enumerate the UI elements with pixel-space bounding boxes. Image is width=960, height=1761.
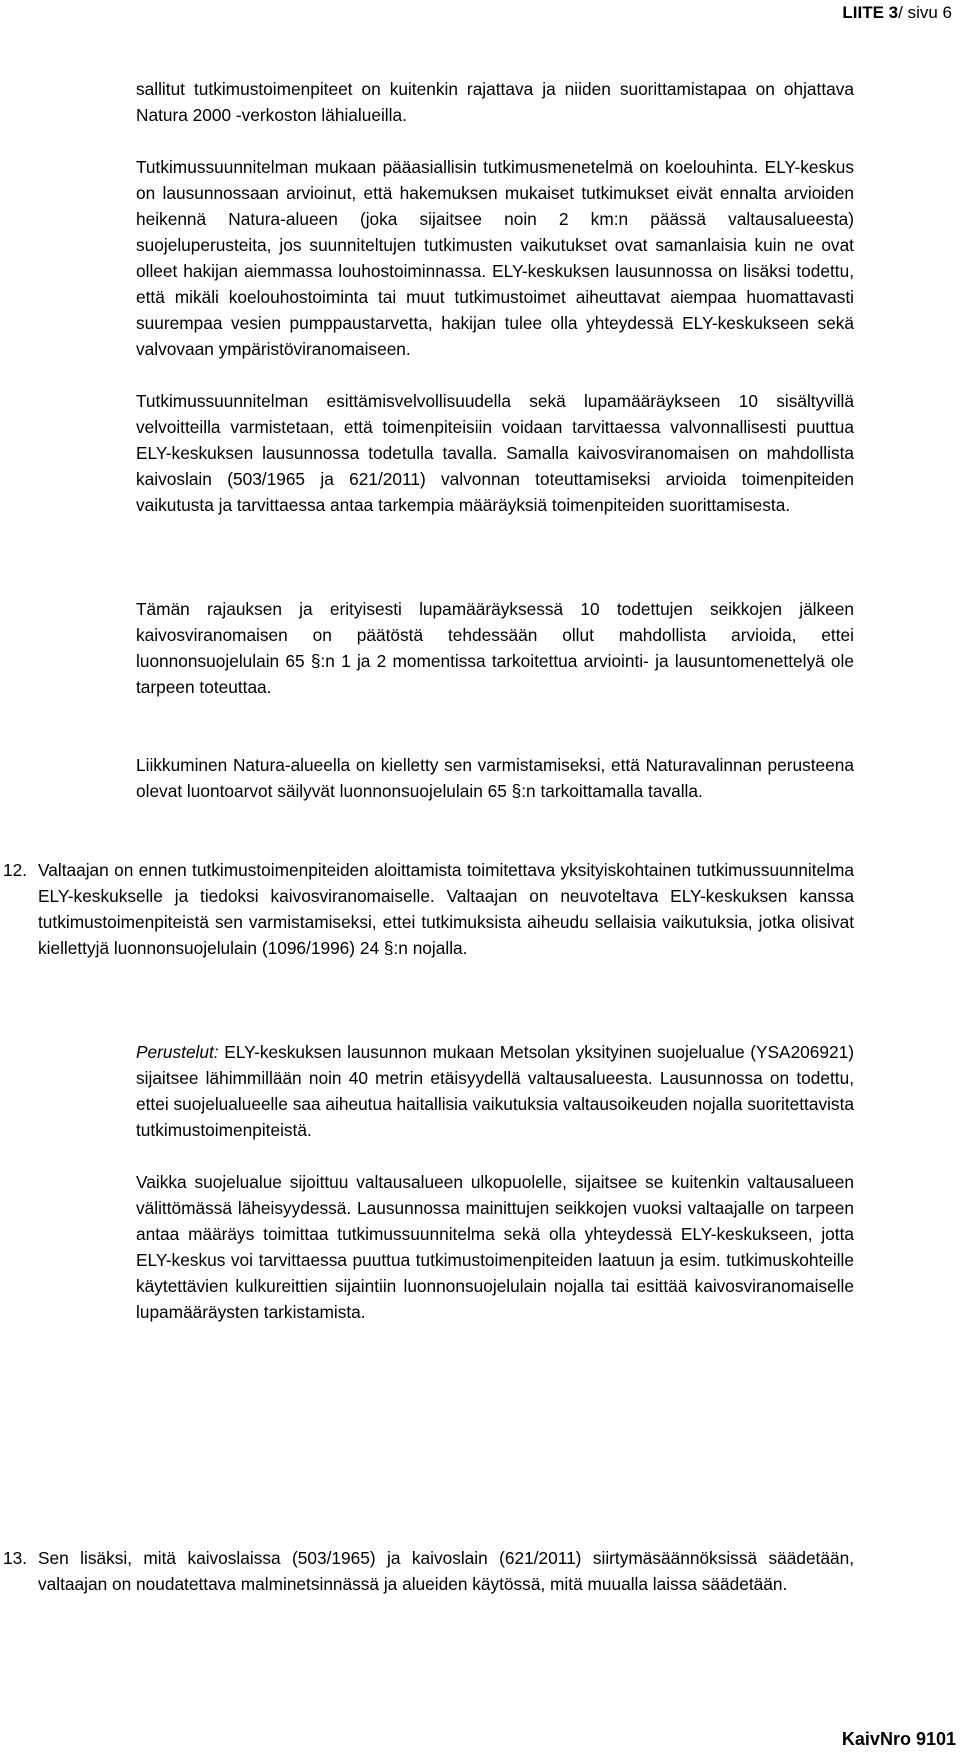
paragraph-perustelut (136, 1039, 854, 1143)
item-13-text: Sen lisäksi, mitä kaivoslaissa (503/1965) ja kaivoslain (621/2011) siirtymäsäännöksissä säädetään, valtaajan on noudatettava malminetsinnässä ja alueiden käytössä, mitä muualla laissa säädetään. (38, 1548, 854, 1594)
item-number-12: 12. (3, 860, 28, 880)
appendix-label: LIITE 3 (842, 3, 899, 22)
page-footer: KaivNro 9101 (841, 1729, 956, 1749)
perustelut-label: Perustelut: (136, 1042, 219, 1062)
item-number-13: 13. (3, 1548, 28, 1568)
paragraph-rajaus: Tämän rajauksen ja erityisesti lupamääräyksessä 10 todettujen seikkojen jälkeen kaivosviranomaisen on päätöstä tehdessään ollut mahdollista arvioida, ettei luonnonsuojelulain 65 §:n 1 ja 2 momentissa tarkoitettua arviointi- ja lausuntomenettelyä ole tarpeen toteuttaa. (136, 599, 854, 697)
paragraph-tutkimussuunnitelma: Tutkimussuunnitelman esittämisvelvollisuudella sekä lupamääräykseen 10 sisältyvillä velvoitteilla varmistetaan, että toimenpiteisiin voidaan tarvittaessa valvonnallisesti puuttua ELY-keskuksen lausunnossa todetulla tavalla. Samalla kaivosviranomaisen on mahdollista kaivoslain (503/1965 ja 621/2011) valvonnan toteuttamiseksi arvioida toimenpiteiden vaikutusta ja tarvittaessa antaa tarkempia määräyksiä toimenpiteiden suorittamisesta. (136, 391, 854, 515)
page-header (842, 2, 952, 24)
paragraph-koelouhinta: Tutkimussuunnitelman mukaan pääasiallisin tutkimusmenetelmä on koelouhinta. ELY-keskus on lausunnossaan arvioinut, että hakemuksen mukaiset tutkimukset eivät ennalta arvioiden heikennä Natura-alueen (joka sijaitsee noin 2 km:n päässä valtausalueesta) suojeluperusteita, jos suunniteltujen tutkimusten vaikutukset ovat samanlaisia kuin ne ovat olleet hakijan aiemmassa louhostoiminnassa. ELY-keskuksen lausunnossa on lisäksi todettu, että mikäli koelouhostoiminta tai muut tutkimustoimet aiheuttavat aiempaa huomattavasti suurempaa vesien pumppaustarvetta, hakijan tulee olla yhteydessä ELY-keskukseen sekä valvovaan ympäristöviranomaiseen. (136, 157, 854, 359)
paragraph-natura-restriction: sallitut tutkimustoimenpiteet on kuitenkin rajattava ja niiden suorittamistapaa on ohjattava Natura 2000 -verkoston lähialueilla. (136, 79, 854, 125)
perustelut-text: ELY-keskuksen lausunnon mukaan Metsolan yksityinen suojelualue (YSA206921) sijaitsee lähimmillään noin 40 metrin etäisyydellä valtausalueesta. Lausunnossa on todettu, ettei suojelualueelle saa aiheutua haitallisia vaikutuksia valtausoikeuden nojalla suoritettavista tutkimustoimenpiteistä. (136, 1042, 854, 1140)
item-12-text: Valtaajan on ennen tutkimustoimenpiteiden aloittamista toimitettava yksityiskohtainen tutkimussuunnitelma ELY-keskukselle ja tiedoksi kaivosviranomaiselle. Valtaajan on neuvoteltava ELY-keskuksen kanssa tutkimustoimenpiteistä sen varmistamiseksi, ettei tutkimuksista aiheudu sellaisia vaikutuksia, jotka olisivat kiellettyjä luonnonsuojelulain (1096/1996) 24 §:n nojalla. (38, 860, 854, 958)
paragraph-suojelualue: Vaikka suojelualue sijoittuu valtausalueen ulkopuolelle, sijaitsee se kuitenkin valtausalueen välittömässä läheisyydessä. Lausunnossa mainittujen seikkojen vuoksi valtaajalle on tarpeen antaa määräys toimittaa tutkimussuunnitelma sekä olla yhteydessä ELY-keskukseen, jotta ELY-keskus voi tarvittaessa puuttua tutkimustoimenpiteiden laatuun ja esim. tutkimuskohteille käytettävien kulkureittien sijaintiin luonnonsuojelulain nojalla tai esittää kaivosviranomaiselle lupamääräysten tarkistamista. (136, 1172, 854, 1322)
page-number-label: / sivu 6 (898, 3, 952, 22)
paragraph-liikkuminen: Liikkuminen Natura-alueella on kielletty sen varmistamiseksi, että Naturavalinnan perusteena olevat luontoarvot säilyvät luonnonsuojelulain 65 §:n tarkoittamalla tavalla. (136, 755, 854, 801)
